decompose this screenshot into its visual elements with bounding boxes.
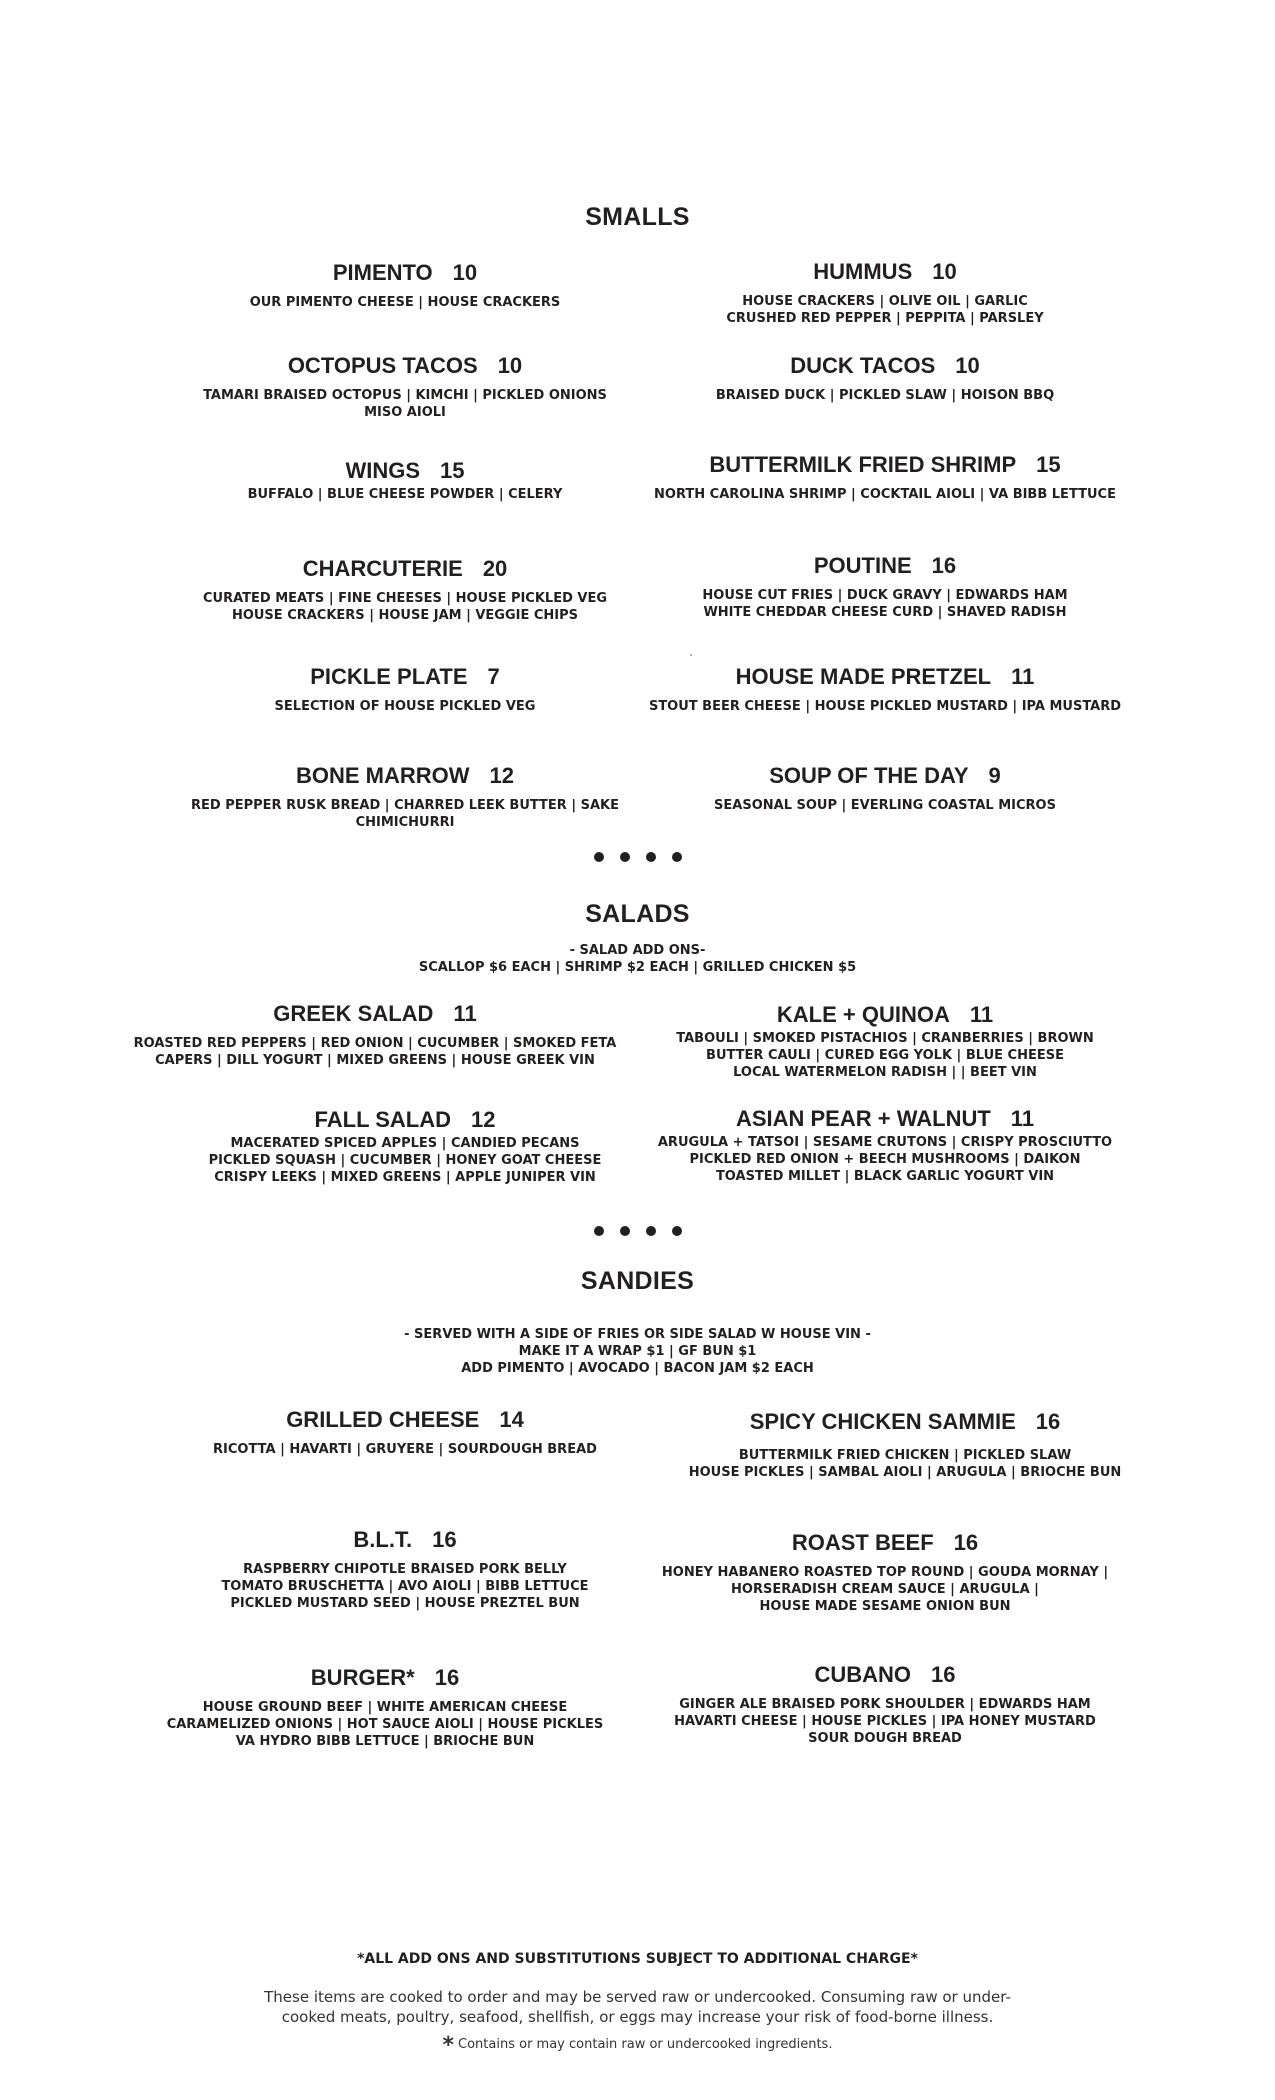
raw-ingredients-note	[0, 2033, 1275, 2058]
section-divider-dots	[0, 1226, 1275, 1240]
item-description: GINGER ALE BRAISED PORK SHOULDER | EDWARDS HAM	[679, 1697, 1091, 1712]
item-description: CAPERS | DILL YOGURT | MIXED GREENS | HOUSE GREEK VIN	[155, 1053, 595, 1068]
menu-item-greek-salad	[110, 1001, 640, 1069]
item-name: OCTOPUS TACOS	[287, 353, 478, 378]
item-name: CUBANO	[814, 1662, 912, 1687]
item-description: SOUR DOUGH BREAD	[808, 1731, 962, 1746]
item-price: 10	[932, 259, 957, 284]
menu-item-charcuterie	[160, 556, 650, 624]
item-description: BUTTER CAULI | CURED EGG YOLK | BLUE CHEESE	[706, 1048, 1064, 1063]
menu-item-kale-quinoa	[640, 1002, 1130, 1081]
menu-item-octopus-tacos	[160, 353, 650, 421]
menu-item-blt	[160, 1527, 650, 1612]
menu-item-bone-marrow	[160, 763, 650, 831]
item-name: KALE + QUINOA	[776, 1002, 950, 1027]
item-description: HORSERADISH CREAM SAUCE | ARUGULA |	[731, 1582, 1039, 1597]
item-description: VA HYDRO BIBB LETTUCE | BRIOCHE BUN	[235, 1734, 535, 1749]
item-description: MACERATED SPICED APPLES | CANDIED PECANS	[230, 1136, 580, 1151]
item-description: RICOTTA | HAVARTI | GRUYERE | SOURDOUGH BREAD	[213, 1442, 597, 1457]
food-safety-disclaimer-line-2: cooked meats, poultry, seafood, shellfish, or eggs may increase your risk of food-borne illness.	[281, 2008, 994, 2026]
item-price: 15	[440, 458, 465, 483]
sandies-note-wrap: MAKE IT A WRAP $1 | GF BUN $1	[518, 1344, 757, 1359]
item-price: 15	[1036, 452, 1061, 477]
item-description: HOUSE MADE SESAME ONION BUN	[759, 1599, 1011, 1614]
menu-item-fall-salad	[160, 1107, 650, 1186]
item-name: HUMMUS	[813, 259, 913, 284]
item-name: B.L.T.	[353, 1527, 413, 1552]
item-description: TOMATO BRUSCHETTA | AVO AIOLI | BIBB LETTUCE	[221, 1579, 589, 1594]
additional-charge-notice: *ALL ADD ONS AND SUBSTITUTIONS SUBJECT TO ADDITIONAL CHARGE*	[357, 1951, 918, 1967]
item-description: RASPBERRY CHIPOTLE BRAISED PORK BELLY	[243, 1562, 567, 1577]
item-description: HOUSE CRACKERS | HOUSE JAM | VEGGIE CHIPS	[231, 608, 579, 623]
item-name: HOUSE MADE PRETZEL	[735, 664, 992, 689]
item-price: 12	[489, 763, 515, 788]
item-description: PICKLED SQUASH | CUCUMBER | HONEY GOAT CHEESE	[208, 1153, 602, 1168]
menu-item-buttermilk-fried-shrimp	[640, 452, 1130, 503]
item-name: PIMENTO	[332, 260, 433, 285]
item-name: CHARCUTERIE	[302, 556, 463, 581]
item-price: 16	[931, 1662, 956, 1687]
item-price: 11	[1010, 1106, 1035, 1131]
divider-dot	[646, 1226, 656, 1236]
item-price: 10	[955, 353, 980, 378]
salad-addons-list: SCALLOP $6 EACH | SHRIMP $2 EACH | GRILLED CHICKEN $5	[418, 960, 857, 975]
item-description: STOUT BEER CHEESE | HOUSE PICKLED MUSTARD | IPA MUSTARD	[648, 699, 1122, 714]
sandies-heading: SANDIES	[580, 1267, 695, 1295]
menu-item-burger	[140, 1665, 630, 1750]
item-name: SOUP OF THE DAY	[769, 763, 969, 788]
item-name: WINGS	[345, 458, 421, 483]
item-price: 11	[453, 1001, 477, 1026]
menu-item-grilled-cheese	[160, 1407, 650, 1458]
divider-dot	[594, 1226, 604, 1236]
item-description: PICKLED RED ONION + BEECH MUSHROOMS | DAIKON	[689, 1152, 1081, 1167]
item-description: TOASTED MILLET | BLACK GARLIC YOGURT VIN	[715, 1169, 1055, 1184]
item-description: CRISPY LEEKS | MIXED GREENS | APPLE JUNIPER VIN	[214, 1170, 596, 1185]
menu-item-pimento	[160, 260, 650, 311]
menu-item-roast-beef	[640, 1530, 1130, 1615]
item-description: RED PEPPER RUSK BREAD | CHARRED LEEK BUTTER | SAKE	[191, 798, 619, 813]
item-price: 16	[931, 553, 957, 578]
divider-dot	[672, 1226, 682, 1236]
item-name: FALL SALAD	[314, 1107, 451, 1132]
item-description: CARAMELIZED ONIONS | HOT SAUCE AIOLI | HOUSE PICKLES	[166, 1717, 604, 1732]
sandies-note-addons: ADD PIMENTO | AVOCADO | BACON JAM $2 EACH	[461, 1361, 814, 1376]
item-description: MISO AIOLI	[364, 405, 446, 420]
menu-item-house-made-pretzel	[640, 664, 1130, 715]
item-description: SELECTION OF HOUSE PICKLED VEG	[274, 699, 536, 714]
item-name: ROAST BEEF	[791, 1530, 934, 1555]
item-description: HOUSE CRACKERS | OLIVE OIL | GARLIC	[742, 294, 1028, 309]
menu-item-asian-pear-walnut	[640, 1106, 1130, 1185]
item-description: CHIMICHURRI	[355, 815, 455, 830]
item-name: BUTTERMILK FRIED SHRIMP	[709, 452, 1017, 477]
menu-item-hummus	[640, 259, 1130, 327]
item-name: PICKLE PLATE	[310, 664, 468, 689]
menu-item-spicy-chicken-sammie	[660, 1409, 1150, 1481]
item-description: HOUSE PICKLES | SAMBAL AIOLI | ARUGULA | BRIOCHE BUN	[688, 1465, 1122, 1480]
item-price: 16	[1035, 1409, 1061, 1434]
speck	[690, 654, 692, 656]
divider-dot	[646, 852, 656, 862]
item-price: 20	[482, 556, 508, 581]
menu-item-wings	[160, 458, 650, 503]
item-name: BURGER*	[310, 1665, 415, 1690]
divider-dot	[594, 852, 604, 862]
item-description: TABOULI | SMOKED PISTACHIOS | CRANBERRIES | BROWN	[676, 1031, 1094, 1046]
item-description: WHITE CHEDDAR CHEESE CURD | SHAVED RADISH	[703, 605, 1067, 620]
item-description: CURATED MEATS | FINE CHEESES | HOUSE PICKLED VEG	[202, 591, 608, 606]
item-price: 11	[1011, 664, 1035, 689]
item-description: OUR PIMENTO CHEESE | HOUSE CRACKERS	[249, 295, 561, 310]
smalls-heading: SMALLS	[585, 203, 690, 231]
item-description: HAVARTI CHEESE | HOUSE PICKLES | IPA HONEY MUSTARD	[674, 1714, 1096, 1729]
item-name: POUTINE	[813, 553, 912, 578]
item-description: BRAISED DUCK | PICKLED SLAW | HOISON BBQ	[715, 388, 1055, 403]
item-name: DUCK TACOS	[790, 353, 936, 378]
item-price: 14	[499, 1407, 524, 1432]
item-name: BONE MARROW	[295, 763, 470, 788]
raw-ingredients-text: Contains or may contain raw or undercooked ingredients.	[458, 2037, 833, 2052]
item-description: SEASONAL SOUP | EVERLING COASTAL MICROS	[714, 798, 1056, 813]
item-description: LOCAL WATERMELON RADISH | | BEET VIN	[733, 1065, 1037, 1080]
sandies-note-sides: - SERVED WITH A SIDE OF FRIES OR SIDE SALAD W HOUSE VIN -	[404, 1327, 871, 1342]
item-description: BUFFALO | BLUE CHEESE POWDER | CELERY	[247, 487, 563, 502]
menu-item-pickle-plate	[160, 664, 650, 715]
item-description: BUTTERMILK FRIED CHICKEN | PICKLED SLAW	[738, 1448, 1072, 1463]
item-price: 16	[953, 1530, 979, 1555]
item-description: HONEY HABANERO ROASTED TOP ROUND | GOUDA MORNAY |	[661, 1565, 1109, 1580]
item-price: 16	[434, 1665, 460, 1690]
salads-heading: SALADS	[585, 900, 690, 928]
item-price: 12	[471, 1107, 496, 1132]
divider-dot	[672, 852, 682, 862]
divider-dot	[620, 852, 630, 862]
item-description: PICKLED MUSTARD SEED | HOUSE PREZTEL BUN	[230, 1596, 580, 1611]
item-description: NORTH CAROLINA SHRIMP | COCKTAIL AIOLI | VA BIBB LETTUCE	[654, 487, 1116, 502]
menu-item-poutine	[640, 553, 1130, 621]
menu-item-duck-tacos	[640, 353, 1130, 404]
item-description: HOUSE GROUND BEEF | WHITE AMERICAN CHEESE	[202, 1700, 568, 1715]
item-price: 10	[497, 353, 523, 378]
item-name: SPICY CHICKEN SAMMIE	[749, 1409, 1016, 1434]
item-name: ASIAN PEAR + WALNUT	[735, 1106, 991, 1131]
item-price: 11	[969, 1002, 994, 1027]
item-price: 16	[432, 1527, 457, 1552]
item-description: ARUGULA + TATSOI | SESAME CRUTONS | CRISPY PROSCIUTTO	[657, 1135, 1113, 1150]
item-description: CRUSHED RED PEPPER | PEPPITA | PARSLEY	[726, 311, 1044, 326]
item-price: 7	[487, 664, 500, 689]
item-description: ROASTED RED PEPPERS | RED ONION | CUCUMBER | SMOKED FETA	[133, 1036, 617, 1051]
item-price: 9	[988, 763, 1001, 788]
item-description: HOUSE CUT FRIES | DUCK GRAVY | EDWARDS HAM	[702, 588, 1068, 603]
menu-item-cubano	[640, 1662, 1130, 1747]
item-price: 10	[452, 260, 478, 285]
asterisk-symbol: *	[442, 2033, 455, 2058]
menu-item-soup-of-the-day	[640, 763, 1130, 814]
item-description: TAMARI BRAISED OCTOPUS | KIMCHI | PICKLED ONIONS	[203, 388, 607, 403]
item-name: GREEK SALAD	[273, 1001, 434, 1026]
salad-addons-title: - SALAD ADD ONS-	[569, 943, 706, 958]
section-divider-dots	[0, 852, 1275, 866]
divider-dot	[620, 1226, 630, 1236]
item-name: GRILLED CHEESE	[286, 1407, 480, 1432]
food-safety-disclaimer-line-1: These items are cooked to order and may be served raw or undercooked. Consuming raw or under-	[264, 1988, 1011, 2006]
